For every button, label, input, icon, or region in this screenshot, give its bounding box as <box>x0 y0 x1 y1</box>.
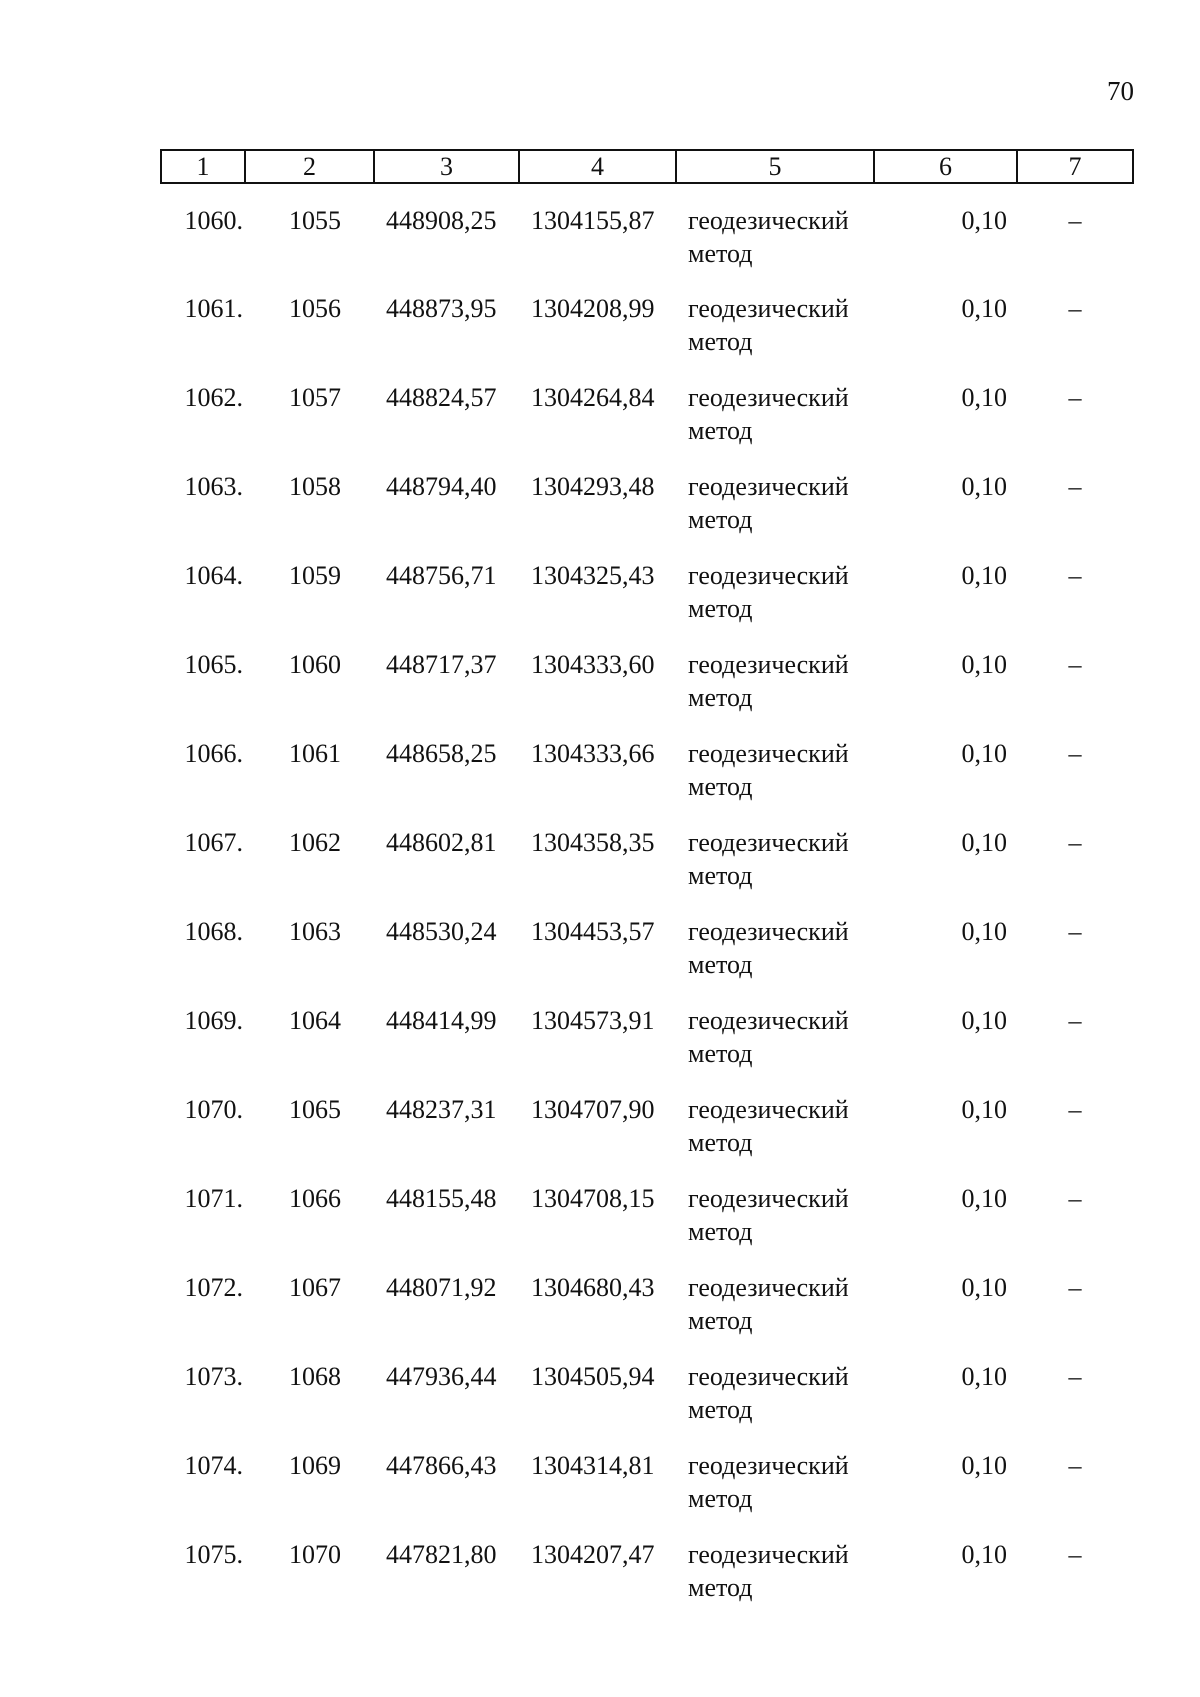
description: – <box>1068 1451 1082 1480</box>
row-number: 1066. <box>184 739 243 768</box>
description: – <box>1068 650 1082 679</box>
method <box>676 450 874 539</box>
coordinate-x: 448756,71 <box>386 561 497 590</box>
point-number: 1064 <box>289 1006 341 1035</box>
table-row <box>161 361 1133 450</box>
description: – <box>1068 1273 1082 1302</box>
coordinate-x: 448237,31 <box>386 1095 497 1124</box>
method <box>676 272 874 361</box>
description: – <box>1068 739 1082 768</box>
description: – <box>1068 1540 1082 1569</box>
header-col-5: 5 <box>676 150 874 183</box>
method-line-2: метод <box>688 1039 753 1068</box>
row-number: 1061. <box>184 294 243 323</box>
point-number: 1063 <box>289 917 341 946</box>
point-number: 1065 <box>289 1095 341 1124</box>
coordinate-y: 1304333,60 <box>531 650 655 679</box>
row-number: 1064. <box>184 561 243 590</box>
table-row <box>161 1073 1133 1162</box>
coordinate-y: 1304358,35 <box>531 828 655 857</box>
coordinate-x: 448824,57 <box>386 383 497 412</box>
method-line-1: геодезический <box>688 472 849 501</box>
coordinate-x: 447821,80 <box>386 1540 497 1569</box>
row-number: 1075. <box>184 1540 243 1569</box>
coordinate-x: 448794,40 <box>386 472 497 501</box>
point-number: 1069 <box>289 1451 341 1480</box>
coordinate-x: 448873,95 <box>386 294 497 323</box>
method-line-1: геодезический <box>688 828 849 857</box>
method <box>676 183 874 272</box>
point-number: 1067 <box>289 1273 341 1302</box>
method-line-2: метод <box>688 950 753 979</box>
table-row <box>161 806 1133 895</box>
method-line-2: метод <box>688 1306 753 1335</box>
method-line-1: геодезический <box>688 561 849 590</box>
header-col-2: 2 <box>245 150 374 183</box>
coordinate-y: 1304325,43 <box>531 561 655 590</box>
row-number: 1073. <box>184 1362 243 1391</box>
coordinate-x: 448155,48 <box>386 1184 497 1213</box>
point-number: 1068 <box>289 1362 341 1391</box>
coordinate-x: 448530,24 <box>386 917 497 946</box>
coordinate-y: 1304708,15 <box>531 1184 655 1213</box>
method <box>676 1073 874 1162</box>
table-row <box>161 1340 1133 1429</box>
row-number: 1062. <box>184 383 243 412</box>
point-number: 1055 <box>289 206 341 235</box>
method <box>676 1251 874 1340</box>
row-number: 1070. <box>184 1095 243 1124</box>
coordinate-x: 448908,25 <box>386 206 497 235</box>
method-line-1: геодезический <box>688 294 849 323</box>
coordinate-y: 1304453,57 <box>531 917 655 946</box>
row-number: 1072. <box>184 1273 243 1302</box>
table-header <box>161 150 1133 183</box>
row-number: 1068. <box>184 917 243 946</box>
method-line-2: метод <box>688 1573 753 1602</box>
accuracy: 0,10 <box>961 1006 1007 1035</box>
header-col-7: 7 <box>1017 150 1133 183</box>
coordinate-x: 448071,92 <box>386 1273 497 1302</box>
table-row <box>161 1251 1133 1340</box>
coordinate-x: 448414,99 <box>386 1006 497 1035</box>
coordinate-y: 1304208,99 <box>531 294 655 323</box>
accuracy: 0,10 <box>961 739 1007 768</box>
row-number: 1067. <box>184 828 243 857</box>
coordinate-y: 1304293,48 <box>531 472 655 501</box>
accuracy: 0,10 <box>961 1184 1007 1213</box>
method <box>676 539 874 628</box>
method-line-2: метод <box>688 1395 753 1424</box>
description: – <box>1068 1006 1082 1035</box>
method-line-1: геодезический <box>688 206 849 235</box>
description: – <box>1068 472 1082 501</box>
method-line-2: метод <box>688 416 753 445</box>
point-number: 1058 <box>289 472 341 501</box>
method <box>676 1162 874 1251</box>
coordinate-x: 448658,25 <box>386 739 497 768</box>
accuracy: 0,10 <box>961 1540 1007 1569</box>
point-number: 1057 <box>289 383 341 412</box>
table-body <box>161 183 1133 1607</box>
coordinate-x: 447936,44 <box>386 1362 497 1391</box>
page-number: 70 <box>1107 76 1134 106</box>
method-line-2: метод <box>688 861 753 890</box>
accuracy: 0,10 <box>961 650 1007 679</box>
method <box>676 895 874 984</box>
description: – <box>1068 206 1082 235</box>
table-row <box>161 539 1133 628</box>
method-line-2: метод <box>688 1484 753 1513</box>
method-line-1: геодезический <box>688 1095 849 1124</box>
method-line-2: метод <box>688 327 753 356</box>
point-number: 1062 <box>289 828 341 857</box>
point-number: 1066 <box>289 1184 341 1213</box>
table-row <box>161 628 1133 717</box>
row-number: 1060. <box>184 206 243 235</box>
accuracy: 0,10 <box>961 1095 1007 1124</box>
point-number: 1060 <box>289 650 341 679</box>
method-line-2: метод <box>688 594 753 623</box>
accuracy: 0,10 <box>961 561 1007 590</box>
point-number: 1059 <box>289 561 341 590</box>
accuracy: 0,10 <box>961 472 1007 501</box>
method-line-1: геодезический <box>688 917 849 946</box>
coordinate-y: 1304573,91 <box>531 1006 655 1035</box>
coordinate-y: 1304155,87 <box>531 206 655 235</box>
point-number: 1070 <box>289 1540 341 1569</box>
table-row <box>161 717 1133 806</box>
method-line-2: метод <box>688 1128 753 1157</box>
description: – <box>1068 383 1082 412</box>
method-line-2: метод <box>688 505 753 534</box>
accuracy: 0,10 <box>961 1362 1007 1391</box>
method-line-2: метод <box>688 1217 753 1246</box>
method <box>676 806 874 895</box>
description: – <box>1068 1362 1082 1391</box>
accuracy: 0,10 <box>961 383 1007 412</box>
table-row <box>161 183 1133 272</box>
accuracy: 0,10 <box>961 1273 1007 1302</box>
table-row <box>161 1162 1133 1251</box>
coordinate-x: 447866,43 <box>386 1451 497 1480</box>
description: – <box>1068 1184 1082 1213</box>
method-line-1: геодезический <box>688 1540 849 1569</box>
header-col-1: 1 <box>161 150 245 183</box>
header-col-3: 3 <box>374 150 519 183</box>
row-number: 1065. <box>184 650 243 679</box>
description: – <box>1068 917 1082 946</box>
row-number: 1063. <box>184 472 243 501</box>
accuracy: 0,10 <box>961 1451 1007 1480</box>
method-line-1: геодезический <box>688 1006 849 1035</box>
method-line-1: геодезический <box>688 1273 849 1302</box>
method-line-2: метод <box>688 772 753 801</box>
description: – <box>1068 294 1082 323</box>
method-line-2: метод <box>688 683 753 712</box>
method <box>676 1518 874 1607</box>
coordinate-x: 448602,81 <box>386 828 497 857</box>
row-number: 1069. <box>184 1006 243 1035</box>
coordinate-y: 1304707,90 <box>531 1095 655 1124</box>
method-line-1: геодезический <box>688 383 849 412</box>
description: – <box>1068 828 1082 857</box>
coordinate-y: 1304314,81 <box>531 1451 655 1480</box>
coordinate-y: 1304680,43 <box>531 1273 655 1302</box>
table-row <box>161 1429 1133 1518</box>
coordinate-y: 1304264,84 <box>531 383 655 412</box>
method <box>676 361 874 450</box>
table-row <box>161 1518 1133 1607</box>
method <box>676 717 874 806</box>
point-number: 1056 <box>289 294 341 323</box>
method <box>676 1340 874 1429</box>
accuracy: 0,10 <box>961 206 1007 235</box>
accuracy: 0,10 <box>961 828 1007 857</box>
row-number: 1071. <box>184 1184 243 1213</box>
accuracy: 0,10 <box>961 294 1007 323</box>
method <box>676 984 874 1073</box>
method-line-1: геодезический <box>688 1184 849 1213</box>
method-line-1: геодезический <box>688 1451 849 1480</box>
header-row <box>161 150 1133 183</box>
description: – <box>1068 561 1082 590</box>
coordinates-table <box>160 149 1134 1607</box>
row-number: 1074. <box>184 1451 243 1480</box>
method-line-2: метод <box>688 239 753 268</box>
table-row <box>161 984 1133 1073</box>
coordinate-y: 1304333,66 <box>531 739 655 768</box>
header-col-6: 6 <box>874 150 1017 183</box>
coordinate-y: 1304207,47 <box>531 1540 655 1569</box>
method-line-1: геодезический <box>688 650 849 679</box>
coordinate-x: 448717,37 <box>386 650 497 679</box>
coordinate-y: 1304505,94 <box>531 1362 655 1391</box>
accuracy: 0,10 <box>961 917 1007 946</box>
method <box>676 628 874 717</box>
method <box>676 1429 874 1518</box>
table-row <box>161 272 1133 361</box>
header-col-4: 4 <box>519 150 676 183</box>
method-line-1: геодезический <box>688 739 849 768</box>
table-row <box>161 450 1133 539</box>
point-number: 1061 <box>289 739 341 768</box>
method-line-1: геодезический <box>688 1362 849 1391</box>
table-row <box>161 895 1133 984</box>
description: – <box>1068 1095 1082 1124</box>
